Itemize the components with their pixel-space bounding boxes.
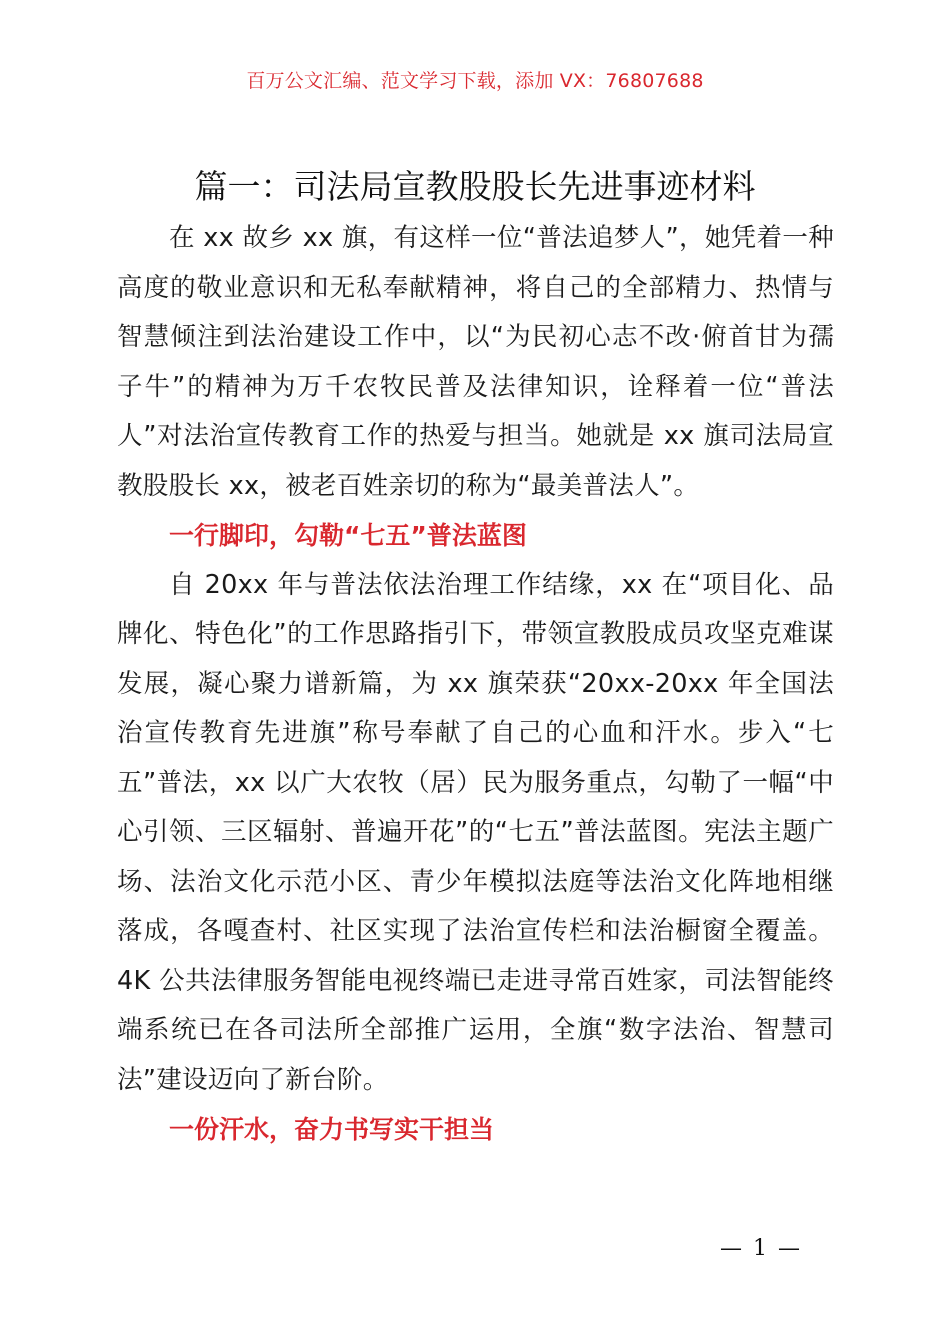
section-heading-1: 一行脚印，勾勒“七五”普法蓝图 (169, 521, 527, 550)
document-body (117, 214, 834, 1155)
document-title: 篇一：司法局宣教股股长先进事迹材料 (194, 167, 756, 206)
header-banner: 百万公文汇编、范文学习下载，添加 VX：76807688 (246, 70, 704, 92)
page-number: — 1 — (720, 1236, 802, 1261)
section-heading-2: 一份汗水，奋力书写实干担当 (169, 1115, 495, 1144)
paragraph-section-1: 自 20xx 年与普法依法治理工作结缘，xx 在“项目化、品牌化、特色化”的工作思路指引下，带领宣教股成员攻坚克难谋发展，凝心聚力谱新篇，为 xx 旗荣获“20xx-20xx 年全国法治宣传教育先进旗”称号奉献了自己的心血和汗水。步入“七五”普法，xx 以广大农牧（居）民为服务重点，勾勒了一幅“中心引领、三区辐射、普遍开花”的“七五”普法蓝图。宪法主题广场、法治文化示范小区、青少年模拟法庭等法治文化阵地相继落成，各嘎查村、社区实现了法治宣传栏和法治橱窗全覆盖。4K 公共法律服务智能电视终端已走进寻常百姓家，司法智能终端系统已在各司法所全部推广运用，全旗“数字法治、智慧司法”建设迈向了新台阶。 (117, 569, 834, 1095)
paragraph-intro: 在 xx 故乡 xx 旗，有这样一位“普法追梦人”，她凭着一种高度的敬业意识和无私奉献精神，将自己的全部精力、热情与智慧倾注到法治建设工作中，以“为民初心志不改·俯首甘为孺子牛”的精神为万千农牧民普及法律知识，诠释着一位“普法人”对法治宣传教育工作的热爱与担当。她就是 xx 旗司法局宣教股股长 xx，被老百姓亲切的称为“最美普法人”。 (117, 223, 834, 501)
